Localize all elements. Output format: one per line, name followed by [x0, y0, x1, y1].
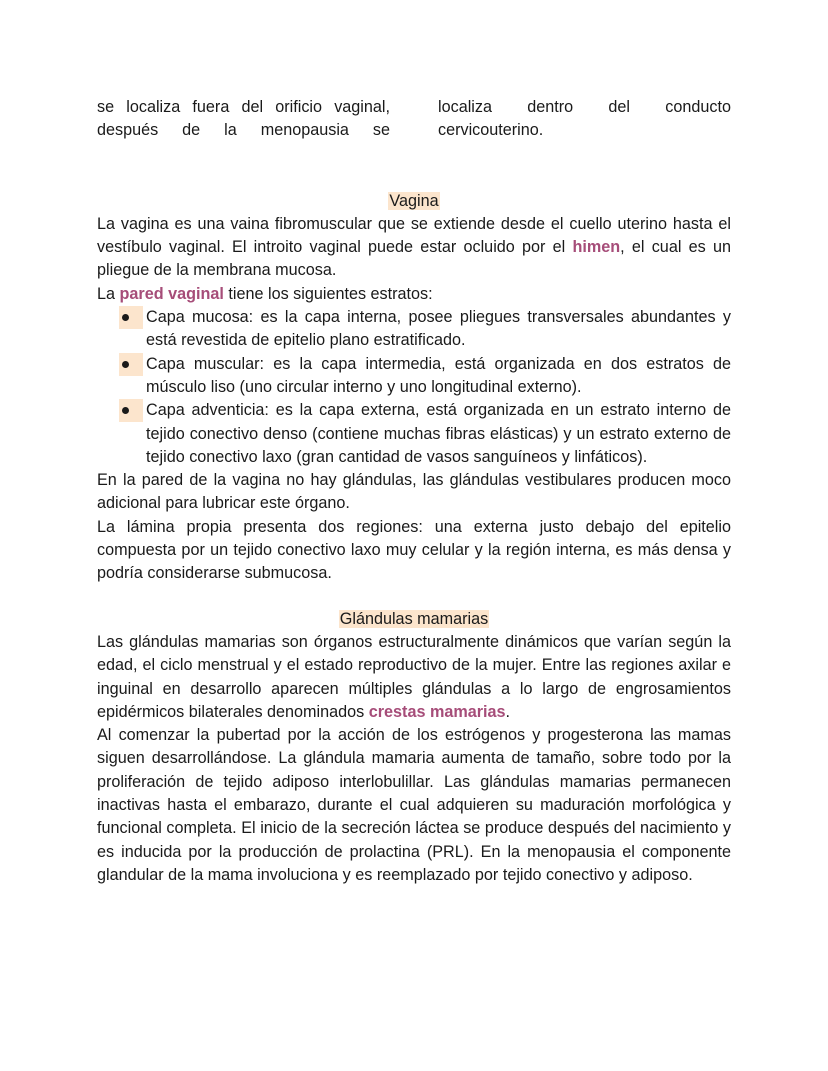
- right-column-fragment: [438, 96, 731, 143]
- vaginal-wall-text-start: La: [97, 284, 120, 303]
- top-two-column-fragment: [97, 96, 731, 143]
- vaginal-layers-list: [97, 306, 731, 469]
- vagina-heading: Vagina: [389, 191, 439, 210]
- bullet-icon: [119, 399, 143, 422]
- layer-adventicia-text: Capa adventicia: es la capa externa, está organizada en un estrato interno de tejido conectivo denso (contiene muchas fibras elásticas) y un estrato externo de tejido conectivo laxo (gran cantidad de vasos sanguíneos y linfáticos).: [146, 401, 731, 466]
- mammary-glands-heading: Glándulas mamarias: [339, 609, 489, 628]
- vagina-intro-text-end: , el cual es un pliegue de la membrana mucosa.: [97, 238, 731, 280]
- lamina-propia-paragraph: La lámina propia presenta dos regiones: una externa justo debajo del epitelio compuesta por un tejido conectivo laxo muy celular y la región interna, es más densa y podría considerarse submucosa.: [97, 517, 731, 583]
- right-column-line-1: localiza dentro del conducto: [438, 98, 731, 116]
- bullet-icon: [119, 353, 143, 376]
- mammary-intro-text: Las glándulas mamarias son órganos estructuralmente dinámicos que varían según la edad, el ciclo menstrual y el estado reproductivo de la mujer. Entre las regiones axilar e inguinal en desarrollo aparecen múltiples glándulas a lo largo de engrosamientos epidérmicos bilaterales denominados: [97, 632, 731, 721]
- term-himen: himen: [572, 238, 621, 257]
- bullet-icon: [119, 306, 143, 329]
- vagina-intro-paragraph: [97, 213, 731, 283]
- vagina-section: [97, 190, 731, 586]
- mammary-intro-text-end: .: [505, 702, 511, 721]
- vagina-intro-text: La vagina es una vaina fibromuscular que se extiende desde el cuello uterino hasta el vestíbulo vaginal. El introito vaginal puede estar ocluido por el: [97, 214, 731, 257]
- list-item: [97, 353, 731, 400]
- document-page: [97, 96, 731, 887]
- glands-paragraph: En la pared de la vagina no hay glándulas, las glándulas vestibulares producen moco adicional para lubricar este órgano.: [97, 471, 731, 513]
- left-column-line-2: después de la menopausia se: [97, 121, 390, 140]
- right-column-line-2: cervicouterino.: [438, 121, 544, 140]
- term-pared-vaginal: pared vaginal: [119, 284, 224, 303]
- list-item: [97, 306, 731, 353]
- term-crestas-mamarias: crestas mamarias: [368, 702, 506, 721]
- mammary-development-paragraph: Al comenzar la pubertad por la acción de los estrógenos y progesterona las mamas siguen desarrollándose. La glándula mamaria aumenta de tamaño, sobre todo por la proliferación de tejido adiposo interlobulillar. Las glándulas mamarias permanecen inactivas hasta el embarazo, durante el cual adquieren su maduración morfológica y funcional completa. El inicio de la secreción láctea se produce después del nacimiento y es inducida por la producción de prolactina (PRL). En la menopausia el componente glandular de la mama involuciona y es reemplazado por tejido conectivo y adiposo.: [97, 726, 731, 884]
- layer-muscular-text: Capa muscular: es la capa intermedia, está organizada en dos estratos de músculo liso (uno circular interno y uno longitudinal externo).: [146, 354, 731, 396]
- list-item: [97, 399, 731, 469]
- vaginal-wall-text-end: tiene los siguientes estratos:: [223, 284, 433, 303]
- mammary-glands-section: [97, 608, 731, 888]
- mammary-intro-paragraph: [97, 631, 731, 724]
- vaginal-wall-paragraph: [97, 283, 731, 306]
- layer-mucosa-text: Capa mucosa: es la capa interna, posee pliegues transversales abundantes y está revestida de epitelio plano estratificado.: [146, 308, 731, 350]
- left-column-fragment: [97, 96, 390, 143]
- left-column-line-1: se localiza fuera del orificio vaginal,: [97, 98, 390, 116]
